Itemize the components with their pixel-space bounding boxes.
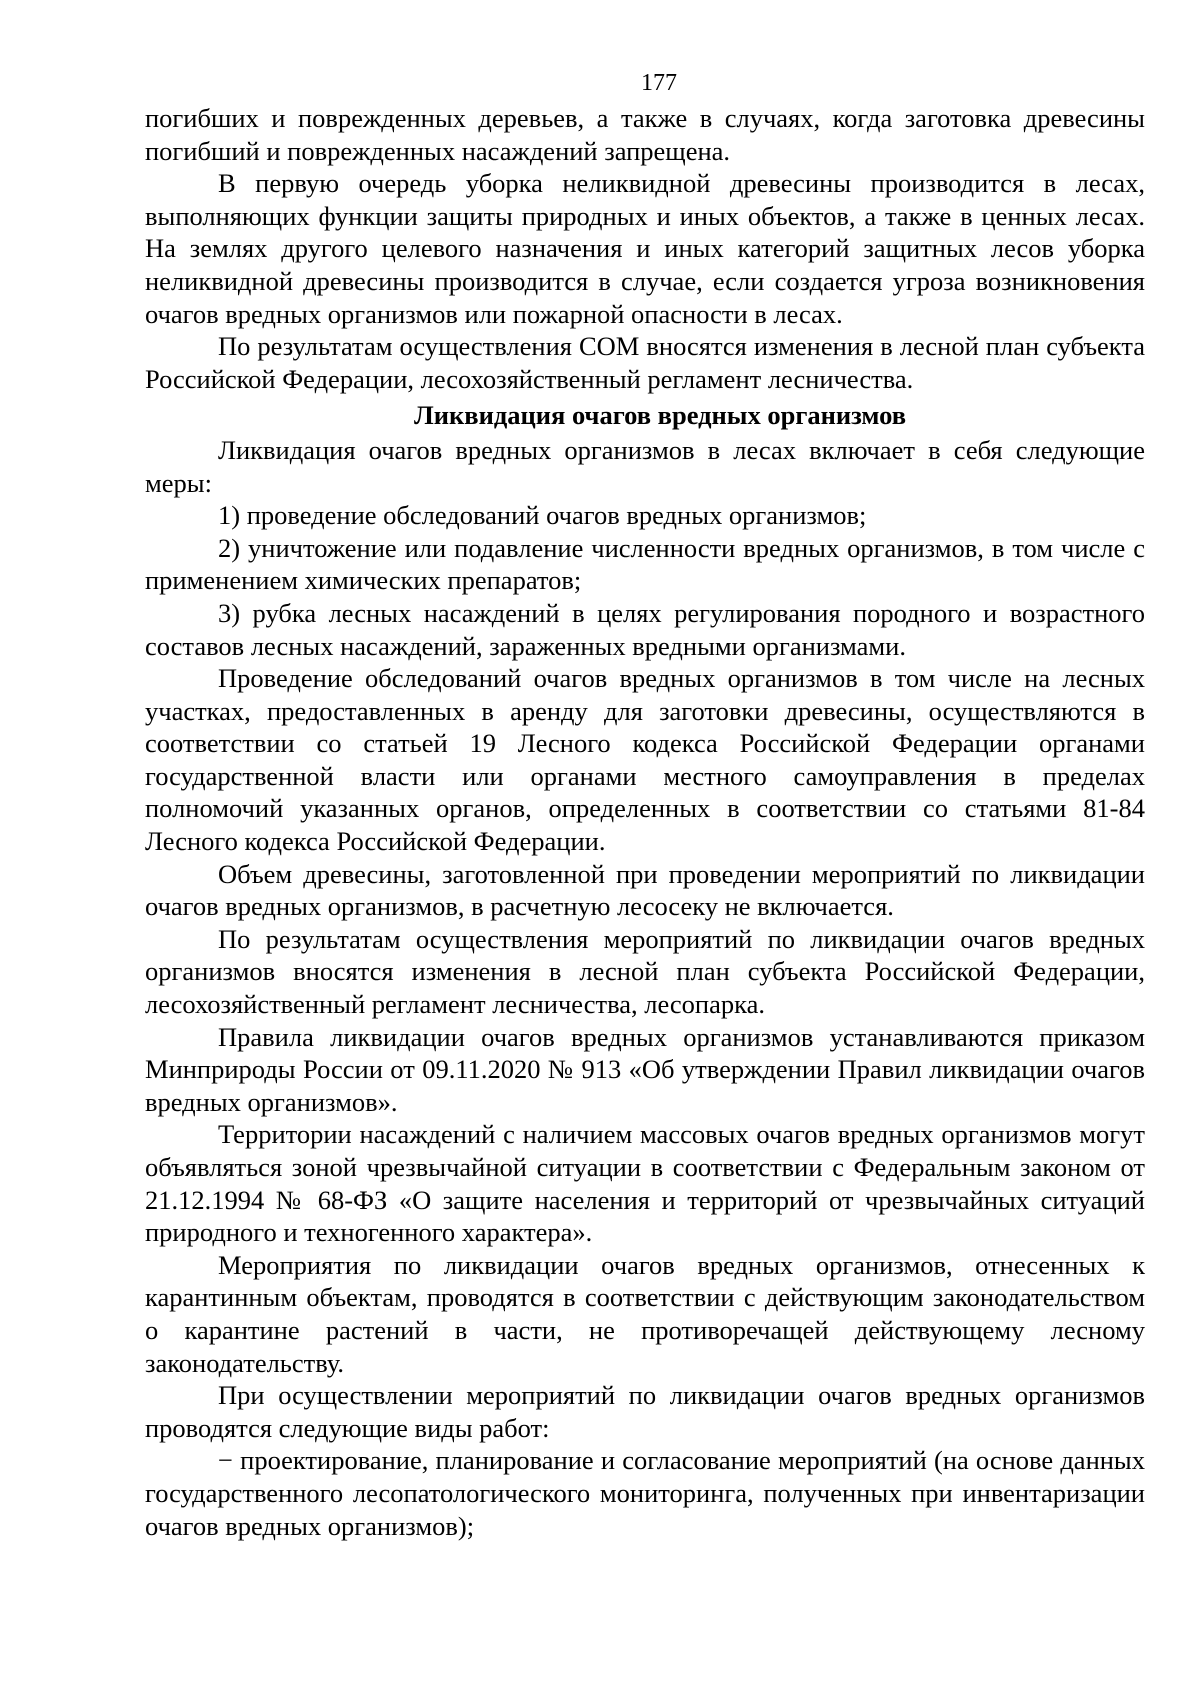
paragraph-2: В первую очередь уборка неликвидной древесины производится в лесах, выполняющих функции защиты природных и иных объектов, а также в ценных лесах. На землях другого целевого назначения и иных категорий защитных лесов уборка неликвидной древесины производится в случае, если создается угроза возникновения очагов вредных организмов или пожарной опасности в лесах.: [145, 168, 1145, 329]
list-item-1: 1) проведение обследований очагов вредных организмов;: [218, 500, 867, 531]
dash-list-item-1: − проектирование, планирование и согласование мероприятий (на основе данных государственного лесопатологического мониторинга, полученных при инвентаризации очагов вредных организмов);: [145, 1445, 1145, 1541]
list-item-3: 3) рубка лесных насаждений в целях регулирования породного и возрастного составов лесных насаждений, зараженных вредными организмами.: [145, 597, 1145, 661]
paragraph-1: погибших и поврежденных деревьев, а также в случаях, когда заготовка древесины погибший и поврежденных насаждений запрещена.: [145, 103, 1145, 166]
paragraph-4: Ликвидация очагов вредных организмов в лесах включает в себя следующие меры:: [145, 434, 1145, 498]
page-number: 177: [641, 70, 677, 96]
section-heading: Ликвидация очагов вредных организмов: [413, 400, 907, 431]
document-page: [145, 68, 1145, 1542]
paragraph-11: При осуществлении мероприятий по ликвидации очагов вредных организмов проводятся следующие виды работ:: [145, 1380, 1145, 1443]
paragraph-5: Проведение обследований очагов вредных организмов в том числе на лесных участках, предоставленных в аренду для заготовки древесины, осуществляются в соответствии со статьей 19 Лесного кодекса Российской Федерации органами государственной власти или органами местного самоуправления в пределах полномочий указанных органов, определенных в соответствии со статьями 81-84 Лесного кодекса Российской Федерации.: [145, 663, 1145, 857]
paragraph-8: Правила ликвидации очагов вредных организмов устанавливаются приказом Минприроды России от 09.11.2020 № 913 «Об утверждении Правил ликвидации очагов вредных организмов».: [145, 1021, 1145, 1117]
paragraph-3: По результатам осуществления СОМ вносятся изменения в лесной план субъекта Российской Федерации, лесохозяйственный регламент лесничества.: [145, 331, 1145, 394]
paragraph-6: Объем древесины, заготовленной при проведении мероприятий по ликвидации очагов вредных организмов, в расчетную лесосеку не включается.: [145, 858, 1145, 922]
paragraph-7: По результатам осуществления мероприятий по ликвидации очагов вредных организмов вносятся изменения в лесной план субъекта Российской Федерации, лесохозяйственный регламент лесничества, лесопарка.: [145, 923, 1145, 1020]
paragraph-10: Мероприятия по ликвидации очагов вредных организмов, отнесенных к карантинным объектам, проводятся в соответствии с действующим законодательством о карантине растений в части, не противоречащей действующему лесному законодательству.: [145, 1249, 1145, 1378]
list-item-2: 2) уничтожение или подавление численности вредных организмов, в том числе с применением химических препаратов;: [145, 532, 1145, 596]
paragraph-9: Территории насаждений с наличием массовых очагов вредных организмов могут объявляться зоной чрезвычайной ситуации в соответствии с Федеральным законом от 21.12.1994 № 68-ФЗ «О защите населения и территорий от чрезвычайных ситуаций природного и техногенного характера».: [145, 1119, 1145, 1248]
